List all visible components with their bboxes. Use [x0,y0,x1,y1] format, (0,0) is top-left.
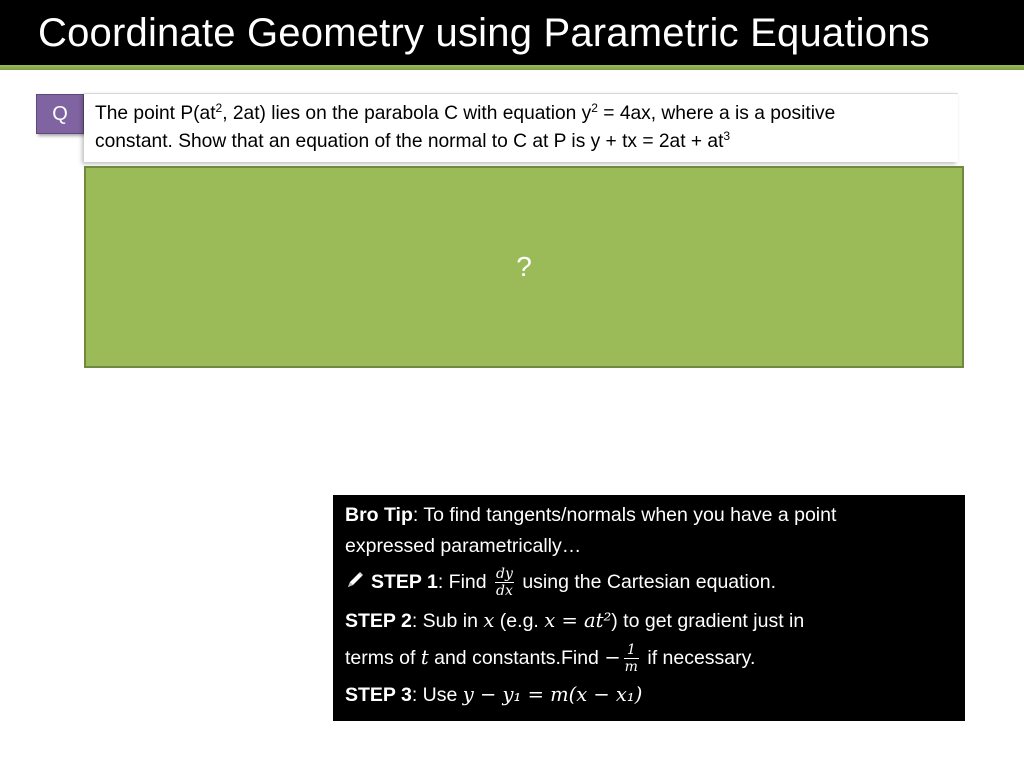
tip-step3: STEP 3: Use y − y₁ = m(x − x₁) [345,683,643,706]
tip-intro: Bro Tip: To find tangents/normals when you have a point [345,504,837,526]
one-over-m-fraction: $\frac{1}{m}$ [624,642,638,676]
tip-step1: STEP 1: Find $\frac{dy}{dx}$ using the Cartesian equation. [345,565,776,601]
dy-dx-fraction: $\frac{dy}{dx}$ [496,566,513,600]
pencil-icon [345,567,365,601]
title-bar [0,0,1024,65]
question-text: The point $P(at^2$, 2at) lies on the parabola C with equation $y^2 = 4ax$, where a is a positive constant. Show that an equation of the normal to C at P is y + tx = $2at + at^3$ [95,101,836,152]
tip-step2-line2: terms of t and constants.Find − $\frac{1}{m}$ if necessary. [345,642,756,676]
tip-step2: STEP 2: Sub in x (e.g. x = at²) to get gradient just in [345,609,805,632]
answer-reveal-box[interactable] [84,166,964,368]
title-divider [0,65,1024,70]
tip-intro-line2: expressed parametrically… [345,535,582,557]
question-badge: Q [36,94,84,134]
question-box [84,93,958,162]
answer-placeholder: ? [516,251,532,282]
page-title: Coordinate Geometry using Parametric Equations [38,11,930,55]
tip-box [333,495,965,721]
